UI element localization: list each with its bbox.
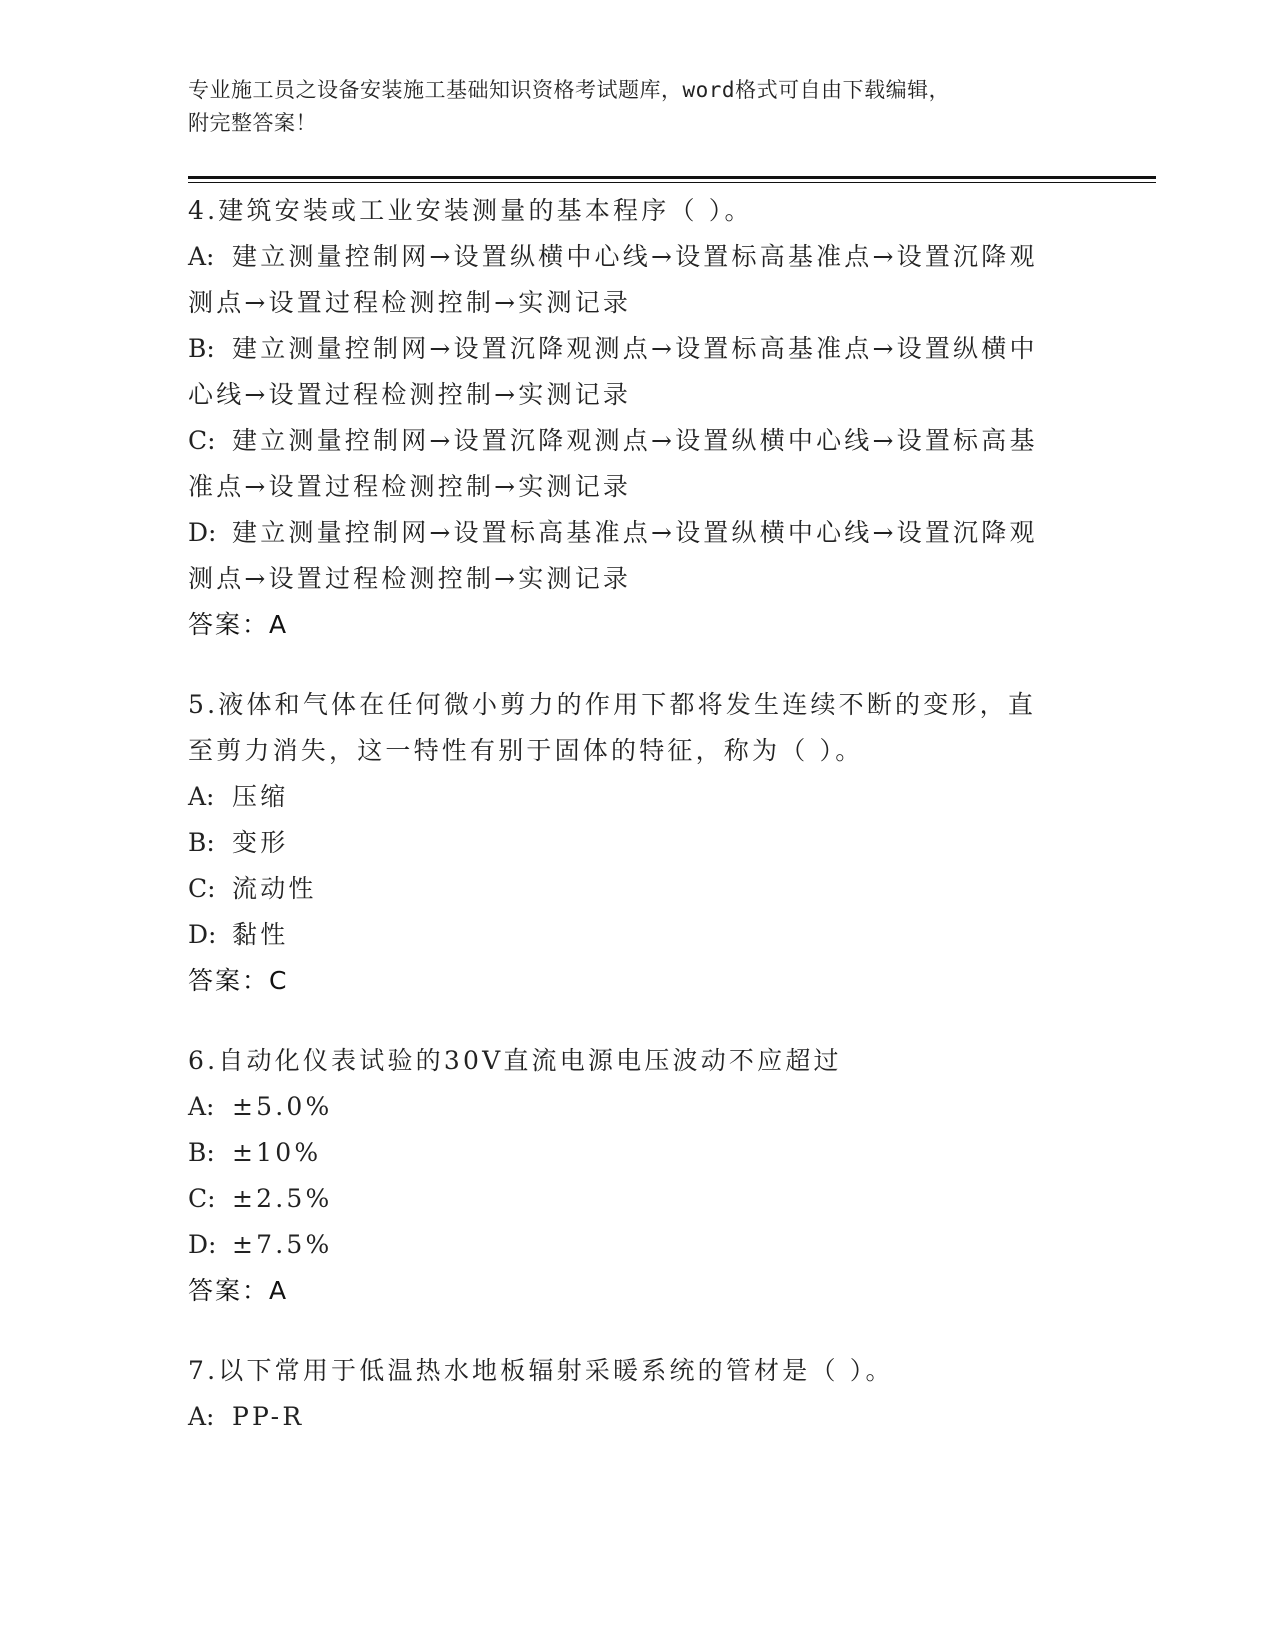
question-text: 4.建筑安装或工业安装测量的基本程序（ ）。 [188, 196, 753, 225]
option-text: ±5.0% [232, 1092, 333, 1121]
option-text: ±2.5% [232, 1184, 333, 1213]
answer-label: 答案：C [188, 966, 289, 995]
option-b-continued: 心线→设置过程检测控制→实测记录 [188, 380, 632, 409]
option-letter: B: [188, 1138, 215, 1167]
option-letter: B: [188, 828, 215, 857]
question-4 [188, 188, 1088, 648]
option-c [188, 418, 1088, 464]
option-text: 压缩 [232, 782, 289, 811]
answer-label: 答案：A [188, 1276, 289, 1305]
option-letter: D: [188, 1230, 217, 1259]
option-a-continued: 测点→设置过程检测控制→实测记录 [188, 288, 632, 317]
option-d-continued: 测点→设置过程检测控制→实测记录 [188, 564, 632, 593]
option-b [188, 820, 1088, 866]
question-text: 6.自动化仪表试验的30V直流电源电压波动不应超过 [188, 1046, 842, 1075]
option-letter: B: [188, 334, 215, 363]
option-text: 变形 [232, 828, 289, 857]
header-line-1: 专业施工员之设备安装施工基础知识资格考试题库，word格式可自由下载编辑， [188, 78, 951, 102]
option-c [188, 1176, 1088, 1222]
option-text: ±7.5% [232, 1230, 333, 1259]
question-text: 7.以下常用于低温热水地板辐射采暖系统的管材是（ ）。 [188, 1356, 894, 1385]
option-letter: A: [188, 242, 215, 271]
option-text: 流动性 [232, 874, 317, 903]
option-letter: A: [188, 1092, 215, 1121]
header-divider-thick [188, 176, 1156, 179]
option-text: 建立测量控制网→设置沉降观测点→设置纵横中心线→设置标高基 [232, 426, 1038, 455]
document-header [188, 74, 1068, 140]
option-text: ±10% [232, 1138, 322, 1167]
option-d [188, 1222, 1088, 1268]
option-letter: C: [188, 1184, 216, 1213]
header-line-2: 附完整答案！ [188, 111, 317, 135]
option-letter: A: [188, 1402, 215, 1431]
option-text: 黏性 [232, 920, 289, 949]
option-c [188, 866, 1088, 912]
option-c-continued: 准点→设置过程检测控制→实测记录 [188, 472, 632, 501]
option-text: 建立测量控制网→设置沉降观测点→设置标高基准点→设置纵横中 [232, 334, 1038, 363]
option-text: PP-R [232, 1402, 305, 1431]
option-letter: C: [188, 874, 216, 903]
option-b [188, 326, 1088, 372]
question-7 [188, 1348, 1088, 1440]
question-text: 5.液体和气体在任何微小剪力的作用下都将发生连续不断的变形，直 [188, 690, 1037, 719]
option-text: 建立测量控制网→设置标高基准点→设置纵横中心线→设置沉降观 [232, 518, 1038, 547]
option-text: 建立测量控制网→设置纵横中心线→设置标高基准点→设置沉降观 [232, 242, 1038, 271]
option-d [188, 912, 1088, 958]
header-divider-thin [188, 182, 1156, 183]
option-a [188, 774, 1088, 820]
option-a [188, 1394, 1088, 1440]
option-a [188, 234, 1088, 280]
question-text-continued: 至剪力消失，这一特性有别于固体的特征，称为（ ）。 [188, 736, 864, 765]
question-6 [188, 1038, 1088, 1314]
option-letter: A: [188, 782, 215, 811]
option-a [188, 1084, 1088, 1130]
option-letter: D: [188, 518, 217, 547]
option-letter: C: [188, 426, 216, 455]
answer-label: 答案：A [188, 610, 289, 639]
question-5 [188, 682, 1088, 1004]
option-b [188, 1130, 1088, 1176]
question-list [188, 188, 1088, 1474]
option-letter: D: [188, 920, 217, 949]
option-d [188, 510, 1088, 556]
